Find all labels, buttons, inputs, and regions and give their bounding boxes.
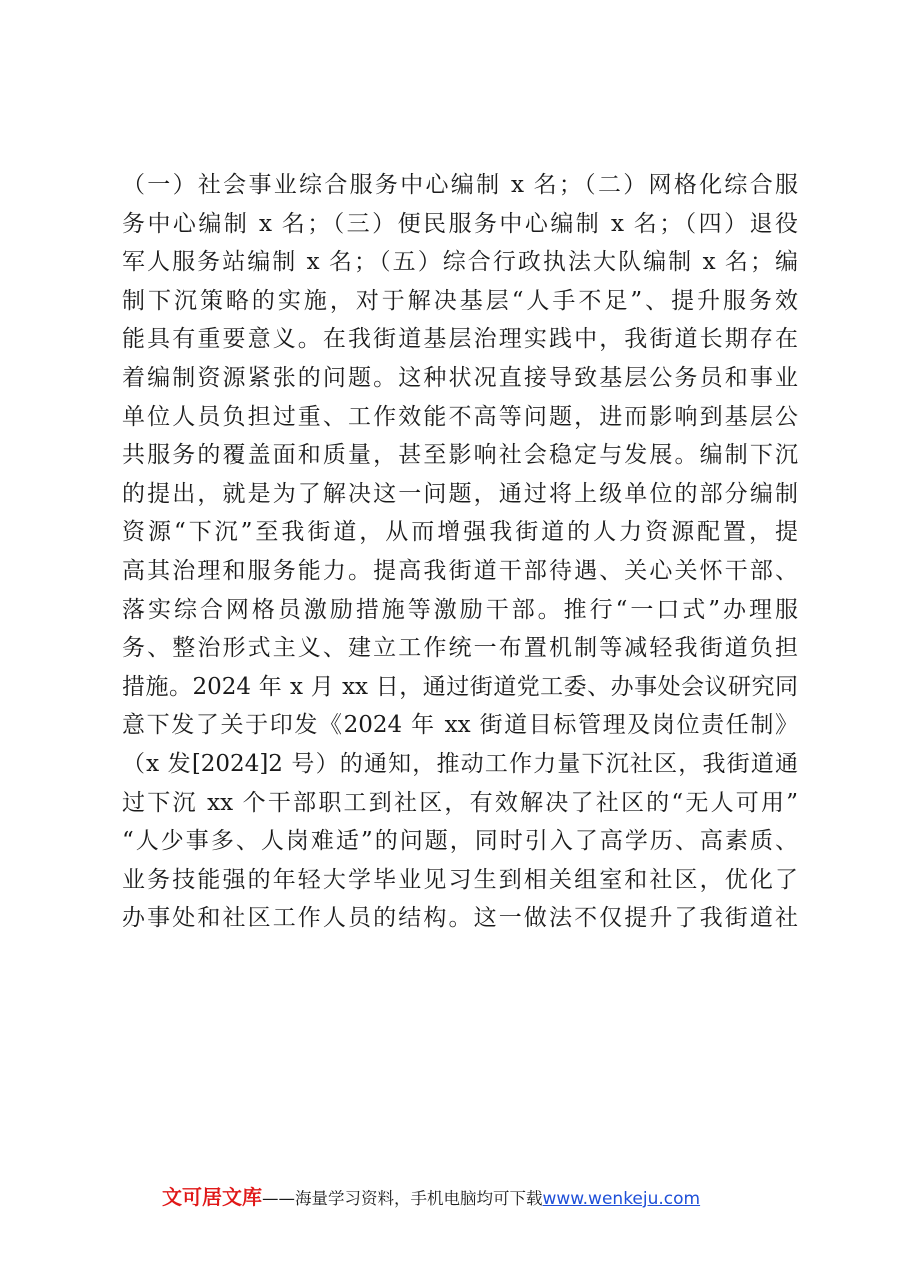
text-line: 能具有重要意义。在我街道基层治理实践中，我街道长期存在 — [122, 326, 798, 353]
text-line: 务中心编制 x 名；（三）便民服务中心编制 x 名；（四）退役 — [122, 210, 798, 237]
footer-brand: 文可居文库 — [162, 1185, 262, 1209]
text-line: 的提出，就是为了解决这一问题，通过将上级单位的部分编制 — [122, 480, 798, 507]
text-line: 务、整治形式主义、建立工作统一布置机制等减轻我街道负担 — [122, 635, 798, 662]
footer-url-link[interactable]: www.wenkeju.com — [542, 1189, 701, 1209]
text-line: 军人服务站编制 x 名；（五）综合行政执法大队编制 x 名；编 — [122, 249, 798, 276]
text-line: 高其治理和服务能力。提高我街道干部待遇、关心关怀干部、 — [122, 557, 798, 584]
footer-banner — [162, 1183, 700, 1211]
text-line: 办事处和社区工作人员的结构。这一做法不仅提升了我街道社 — [122, 905, 798, 932]
text-line: 着编制资源紧张的问题。这种状况直接导致基层公务员和事业 — [122, 364, 798, 391]
body-paragraph — [122, 166, 798, 938]
text-line: 落实综合网格员激励措施等激励干部。推行“一口式”办理服 — [122, 596, 798, 623]
text-line: 业务技能强的年轻大学毕业见习生到相关组室和社区，优化了 — [122, 866, 798, 893]
text-line: （一）社会事业综合服务中心编制 x 名；（二）网格化综合服 — [122, 172, 798, 198]
text-line: 资源“下沉”至我街道，从而增强我街道的人力资源配置，提 — [122, 519, 798, 546]
text-line: （x 发[2024]2 号）的通知，推动工作力量下沉社区，我街道通 — [122, 750, 798, 777]
text-line: “人少事多、人岗难适”的问题，同时引入了高学历、高素质、 — [122, 828, 798, 855]
text-line: 共服务的覆盖面和质量，甚至影响社会稳定与发展。编制下沉 — [122, 442, 798, 469]
text-line: 单位人员负担过重、工作效能不高等问题，进而影响到基层公 — [122, 403, 798, 430]
text-line: 制下沉策略的实施，对于解决基层“人手不足”、提升服务效 — [122, 287, 798, 314]
text-line: 措施。2024 年 x 月 xx 日，通过街道党工委、办事处会议研究同 — [122, 673, 798, 700]
text-line: 意下发了关于印发《2024 年 xx 街道目标管理及岗位责任制》 — [122, 712, 798, 739]
text-line: 过下沉 xx 个干部职工到社区，有效解决了社区的“无人可用” — [122, 789, 798, 816]
footer-tagline: ——海量学习资料，手机电脑均可下载 — [262, 1189, 543, 1208]
